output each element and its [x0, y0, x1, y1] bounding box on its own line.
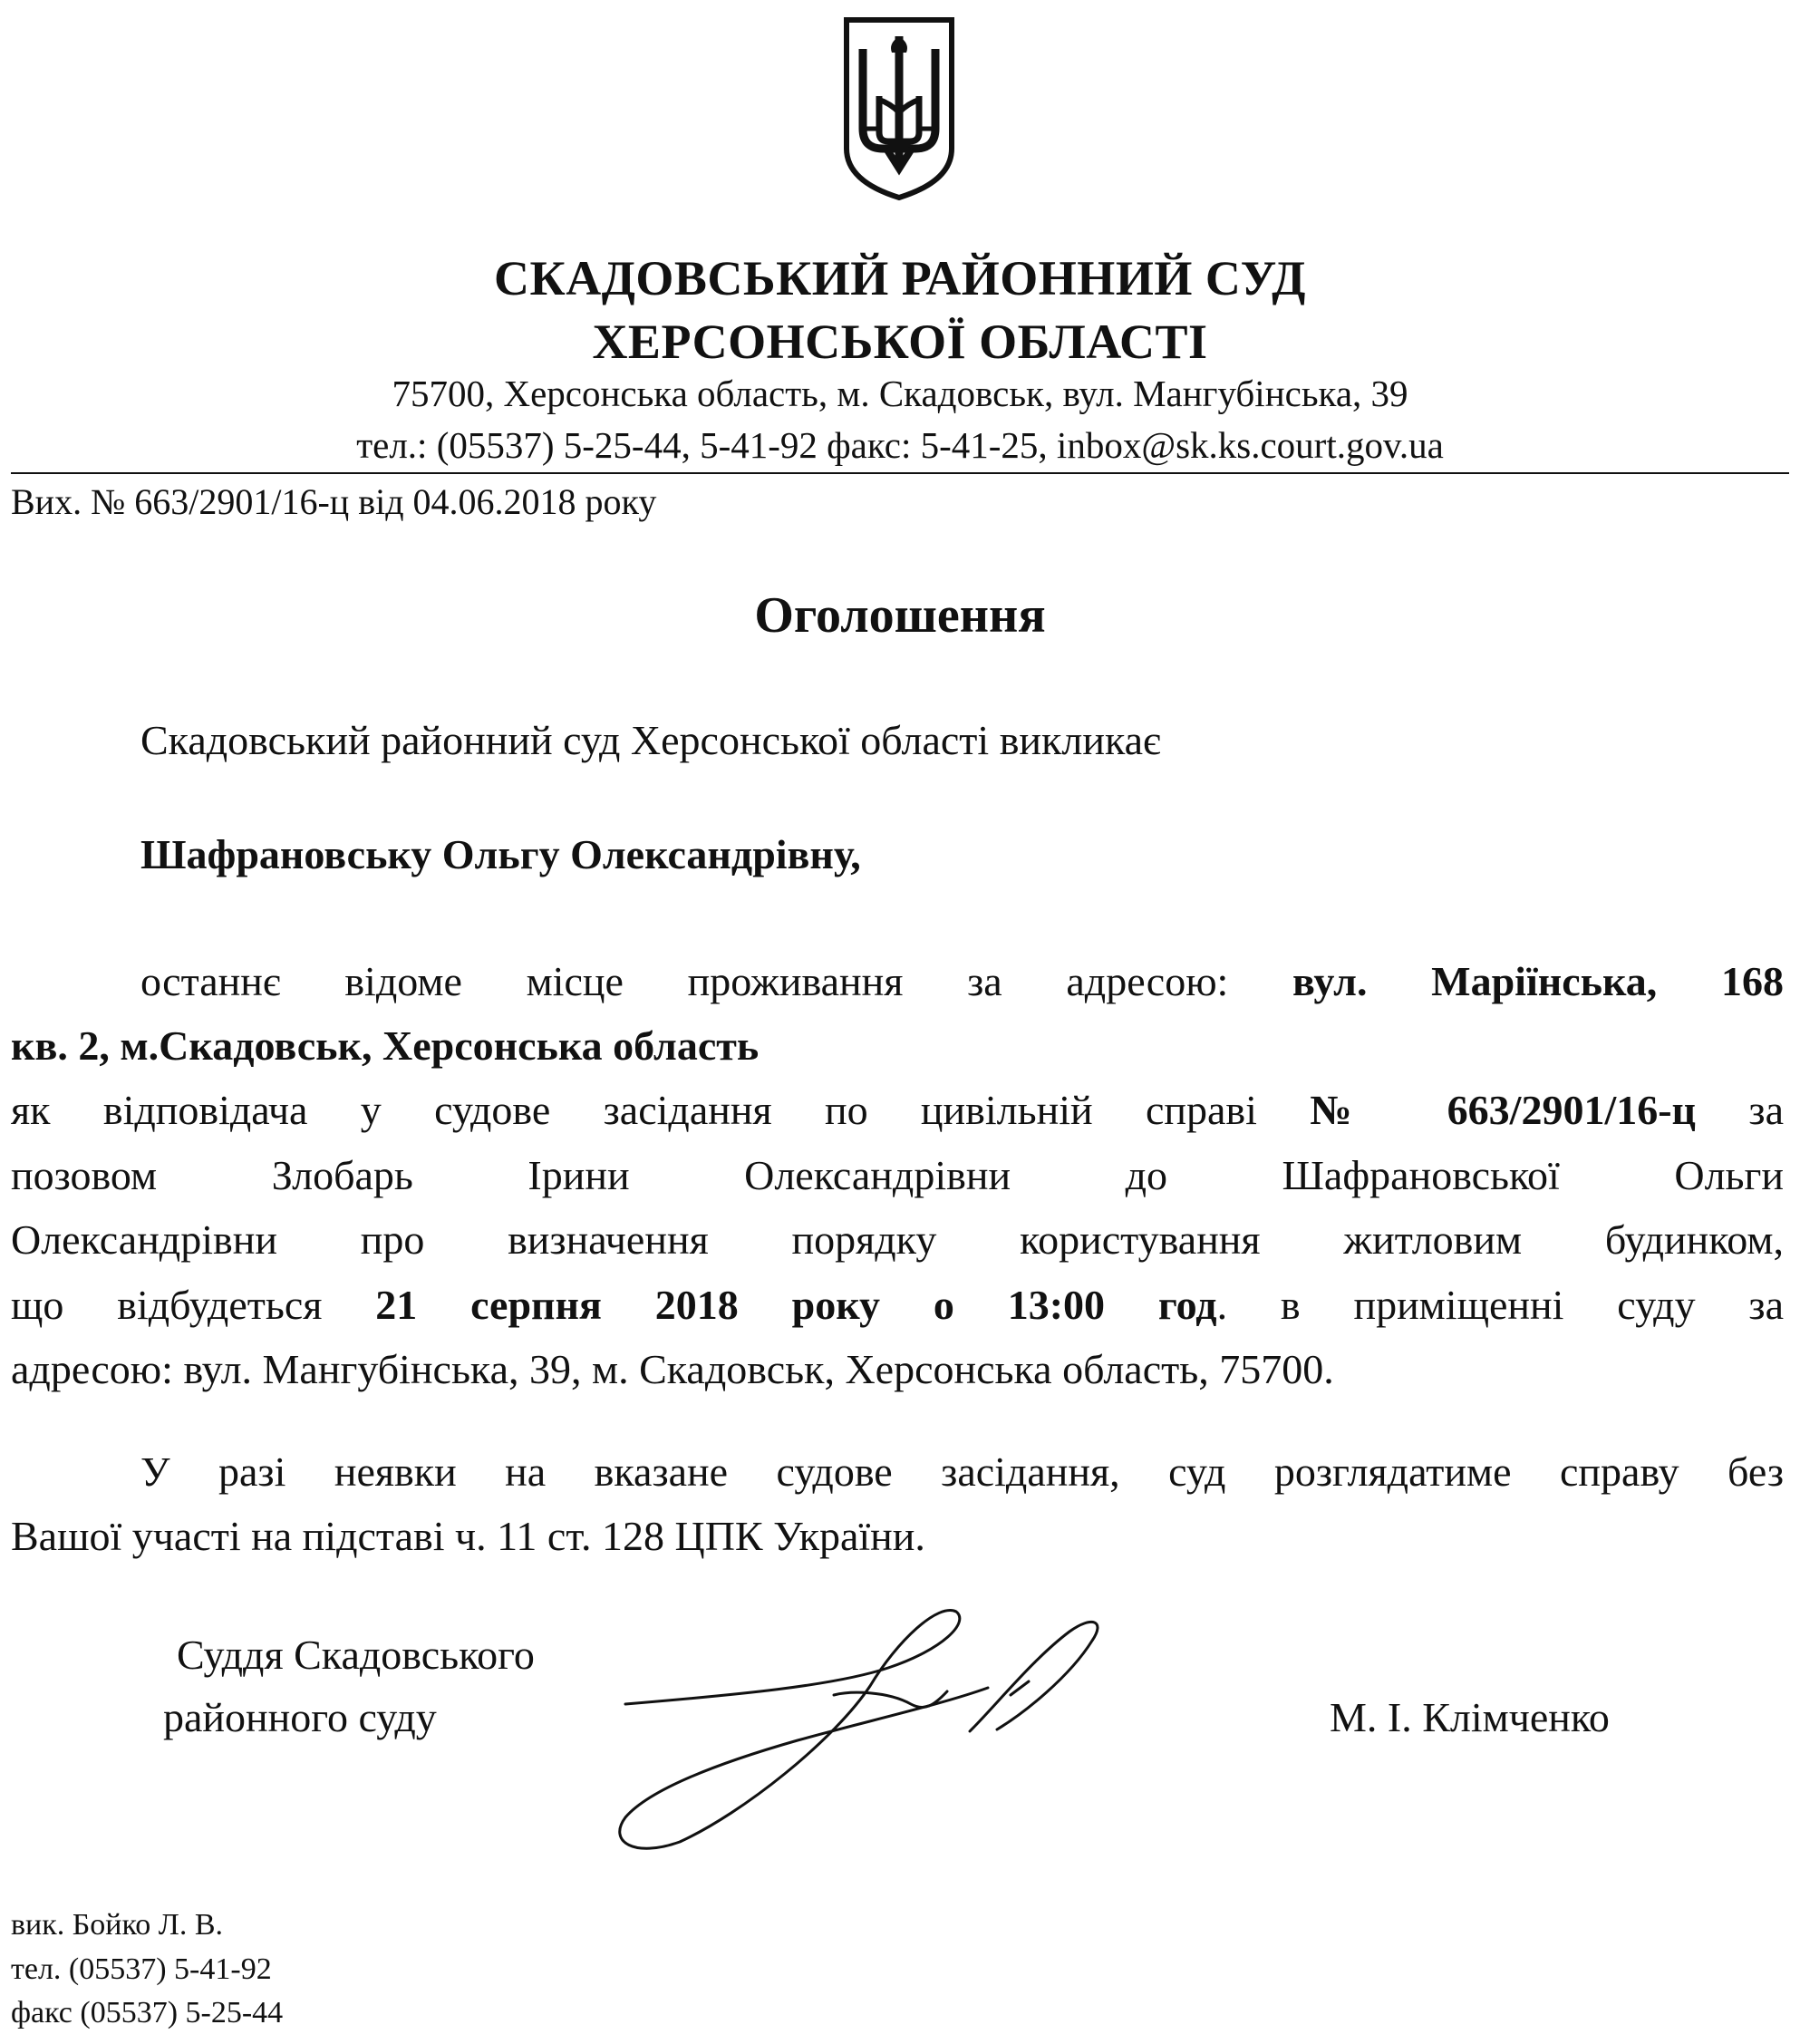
residence-prefix: останнє відоме місце проживання за адресою: [140, 958, 1293, 1004]
hearing-date-line [11, 1284, 1784, 1326]
residence-line2: кв. 2, м.Скадовськ, Херсонська область [11, 1022, 760, 1069]
handwritten-signature [598, 1604, 1196, 1858]
case-line [11, 1087, 1785, 1133]
executor-name: вик. Бойко Л. В. [11, 1908, 224, 1942]
judge-title-line2: районного суду [163, 1694, 437, 1740]
claim-line2: Олександрівни про визначення порядку користування житловим будинком, [11, 1216, 1784, 1263]
defendant-name: Шафрановську Ольгу Олександрівну, [140, 831, 861, 877]
venue-line: адресою: вул. Мангубінська, 39, м. Скадовськ, Херсонська область, 75700. [11, 1346, 1334, 1392]
court-contacts: тел.: (05537) 5-25-44, 5-41-92 факс: 5-41-25, inbox@sk.ks.court.gov.ua [356, 424, 1444, 466]
executor-fax: факс (05537) 5-25-44 [11, 1996, 284, 2029]
date-prefix: що відбудеться [11, 1282, 376, 1328]
judge-title-line1: Суддя Скадовського [177, 1632, 535, 1678]
outgoing-reference: Вих. № 663/2901/16-ц від 04.06.2018 року [11, 481, 657, 522]
hearing-date: 21 серпня 2018 року о 13:00 год [375, 1282, 1217, 1328]
claim-line1: позовом Злобарь Ірини Олександрівни до Шафрановської Ольги [11, 1152, 1784, 1198]
warning-line1: У разі неявки на вказане судове засідання, суд розглядатиме справу без [140, 1448, 1784, 1495]
date-suffix: . в приміщенні суду за [1216, 1282, 1784, 1328]
warning-line2: Вашої участі на підставі ч. 11 ст. 128 ЦПК України. [11, 1513, 925, 1559]
document-title: Оголошення [754, 587, 1046, 644]
court-name-line1: СКАДОВСЬКИЙ РАЙОННИЙ СУД [494, 251, 1306, 305]
summons-text: Скадовський районний суд Херсонської області викликає [140, 717, 1161, 763]
residence-line1 [11, 958, 1784, 1004]
residence-street: вул. Маріїнська, 168 [1292, 958, 1784, 1004]
judge-name: М. І. Клімченко [1330, 1694, 1610, 1740]
case-prefix: як відповідача у судове засідання по цивільній справі [11, 1087, 1311, 1133]
case-number: № 663/2901/16-ц [1310, 1087, 1697, 1133]
case-suffix: за [1696, 1087, 1785, 1133]
executor-phone: тел. (05537) 5-41-92 [11, 1952, 272, 1986]
coat-of-arms-trident-icon [836, 13, 963, 203]
court-name-line2: ХЕРСОНСЬКОЇ ОБЛАСТІ [592, 315, 1208, 369]
header-divider [11, 472, 1789, 474]
court-address: 75700, Херсонська область, м. Скадовськ, вул. Мангубінська, 39 [392, 373, 1408, 414]
